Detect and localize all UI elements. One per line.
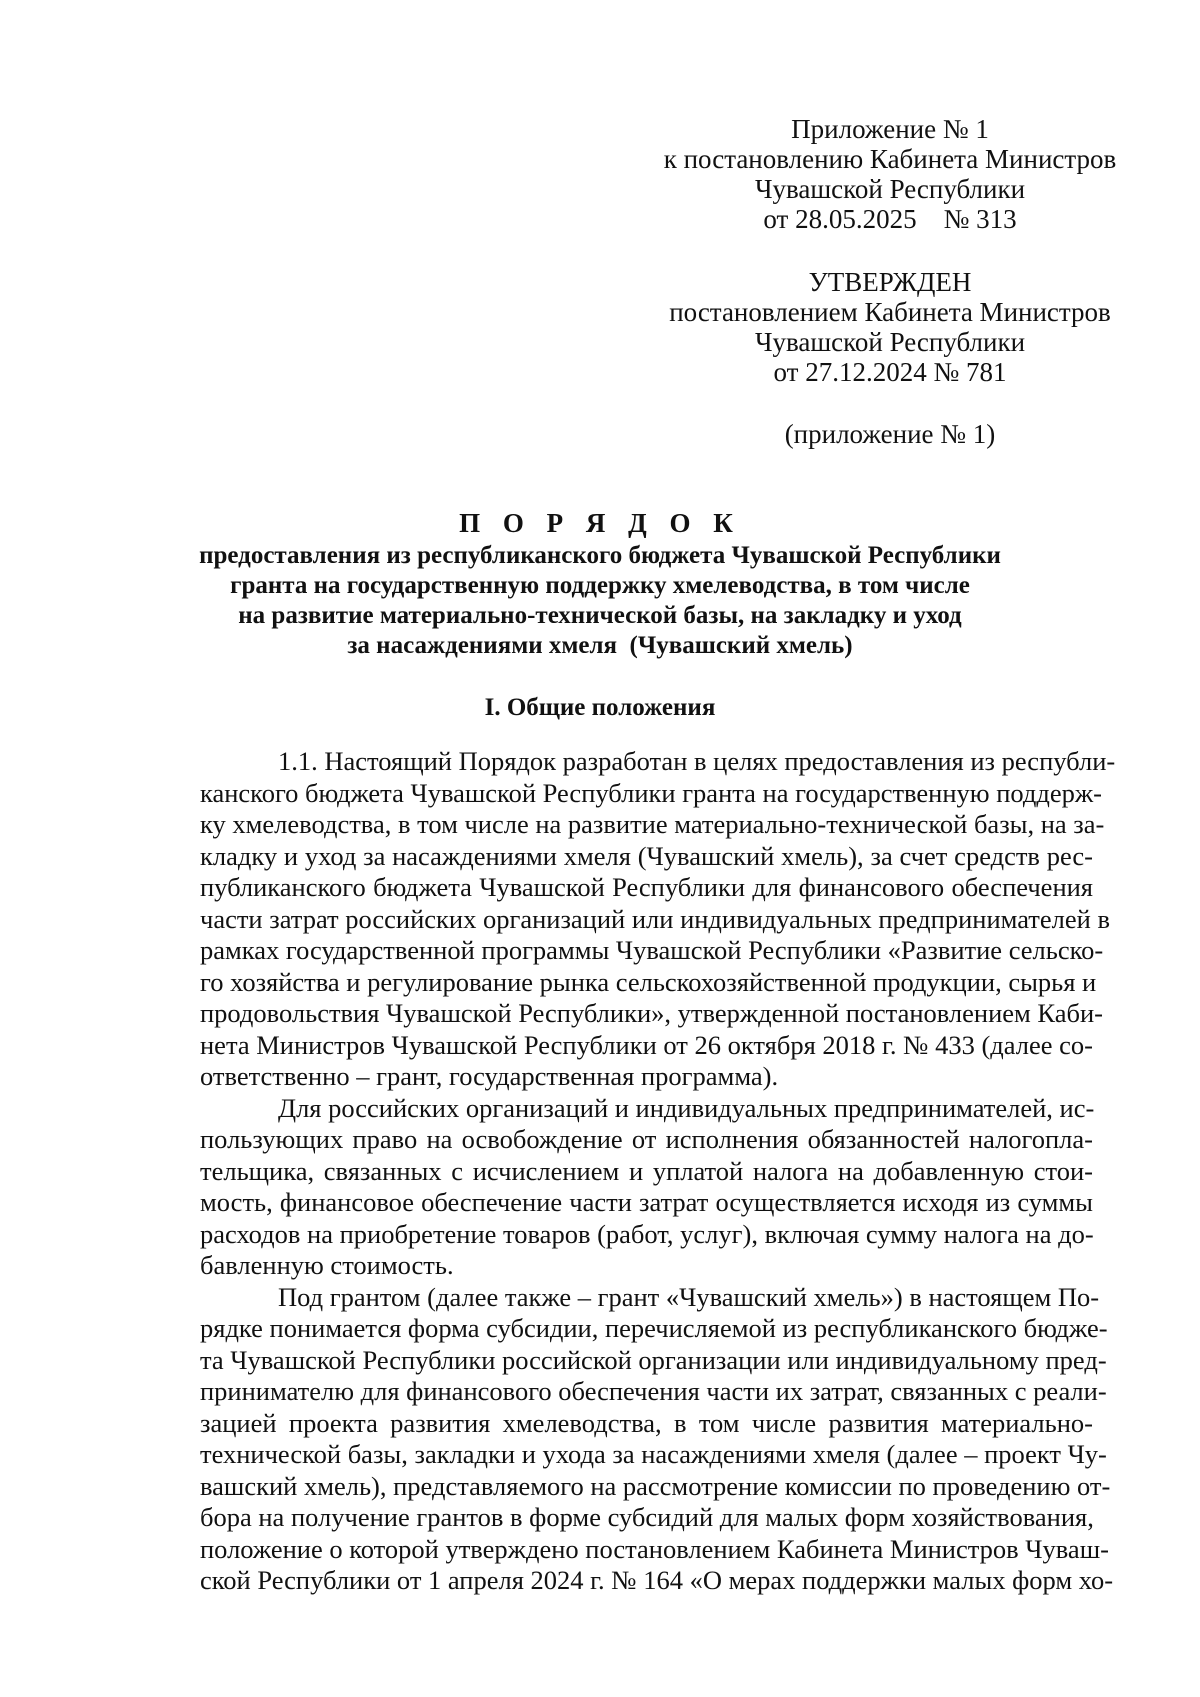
- text-line: го хозяйства и регулирование рынка сельскохозяйственной продукции, сырья и: [200, 966, 1097, 997]
- text-line: технической базы, закладки и ухода за насаждениями хмеля (далее – проект Чу-: [200, 1439, 1107, 1469]
- text-line: та Чувашской Республики российской организации или индивидуальному пред-: [200, 1344, 1107, 1375]
- text-line: бавленную стоимость.: [200, 1250, 454, 1280]
- approval-line: Чувашской Республики: [754, 327, 1026, 357]
- document-body: [200, 746, 1116, 1597]
- approval-stamp: [640, 267, 1140, 387]
- approval-line: постановлением Кабинета Министров: [669, 297, 1111, 327]
- text-line: продовольствия Чувашской Республики», утвержденной постановлением Каби-: [200, 998, 1104, 1028]
- text-line: рамках государственной программы Чувашской Республики «Развитие сельско-: [200, 935, 1104, 965]
- text-line: пользующих право на освобождение от исполнения обязанностей налогопла-: [200, 1124, 1093, 1154]
- text-line: мость, финансовое обеспечение части затрат осуществляется исходя из суммы: [200, 1187, 1093, 1217]
- approval-line: УТВЕРЖДЕН: [808, 267, 972, 297]
- text-line: бора на получение грантов в форме субсидий для малых форм хозяйствования,: [200, 1502, 1094, 1532]
- text-line: рядке понимается форма субсидии, перечисляемой из республиканского бюдже-: [200, 1313, 1108, 1343]
- text-line: нета Министров Чувашской Республики от 26 октября 2018 г. № 433 (далее со-: [200, 1029, 1093, 1060]
- text-line: тельщика, связанных с исчислением и уплатой налога на добавленную стои-: [200, 1155, 1093, 1186]
- paragraph: [200, 1093, 1093, 1282]
- text-line: публиканского бюджета Чувашской Республики для финансового обеспечения: [200, 872, 1093, 902]
- text-line: канского бюджета Чувашской Республики гранта на государственную поддерж-: [200, 777, 1102, 808]
- text-line: зацией проекта развития хмелеводства, в том числе развития материально-: [200, 1407, 1093, 1438]
- attachment-line: Приложение № 1: [791, 114, 989, 144]
- text-line: части затрат российских организаций или индивидуальных предпринимателей в: [200, 903, 1110, 934]
- attachment-line: к постановлению Кабинета Министров: [663, 144, 1117, 174]
- text-line: принимателю для финансового обеспечения части их затрат, связанных с реали-: [200, 1376, 1107, 1406]
- paragraph: [200, 746, 1116, 1093]
- approval-line: от 27.12.2024 № 781: [773, 357, 1007, 387]
- text-line: кладку и уход за насаждениями хмеля (Чувашский хмель), за счет средств рес-: [200, 840, 1093, 871]
- text-line: 1.1. Настоящий Порядок разработан в целях предоставления из республи-: [278, 746, 1116, 776]
- text-line: Для российских организаций и индивидуальных предпринимателей, ис-: [278, 1092, 1095, 1123]
- text-line: ской Республики от 1 апреля 2024 г. № 164 «О мерах поддержки малых форм хо-: [200, 1565, 1114, 1595]
- text-line: вашский хмель), представляемого на рассмотрение комиссии по проведению от-: [200, 1470, 1111, 1501]
- attachment-line: Чувашской Республики: [754, 174, 1026, 204]
- paragraph: [200, 1281, 1114, 1597]
- text-line: ответственно – грант, государственная программа).: [200, 1061, 779, 1091]
- text-line: расходов на приобретение товаров (работ, услуг), включая сумму налога на до-: [200, 1218, 1094, 1249]
- subtitle-line: на развитие материально-технической базы, на закладку и уход: [238, 602, 962, 629]
- section-heading: I. Общие положения: [484, 694, 716, 721]
- reference-text: (приложение № 1): [784, 419, 996, 449]
- text-line: положение о которой утверждено постановлением Кабинета Министров Чуваш-: [200, 1533, 1109, 1564]
- text-line: ку хмелеводства, в том числе на развитие материально-технической базы, на за-: [200, 809, 1105, 839]
- subtitle-line: гранта на государственную поддержку хмелеводства, в том числе: [230, 572, 970, 599]
- text-line: Под грантом (далее также – грант «Чувашский хмель») в настоящем По-: [278, 1281, 1100, 1312]
- document-subtitle: [100, 541, 1100, 661]
- subtitle-line: предоставления из республиканского бюджета Чувашской Республики: [199, 542, 1001, 569]
- attachment-header: [640, 114, 1140, 234]
- attachment-reference: [640, 419, 1140, 449]
- document-title: П О Р Я Д О К: [459, 508, 741, 538]
- subtitle-line: за насаждениями хмеля (Чувашский хмель): [347, 632, 853, 659]
- attachment-line: от 28.05.2025 № 313: [763, 204, 1017, 234]
